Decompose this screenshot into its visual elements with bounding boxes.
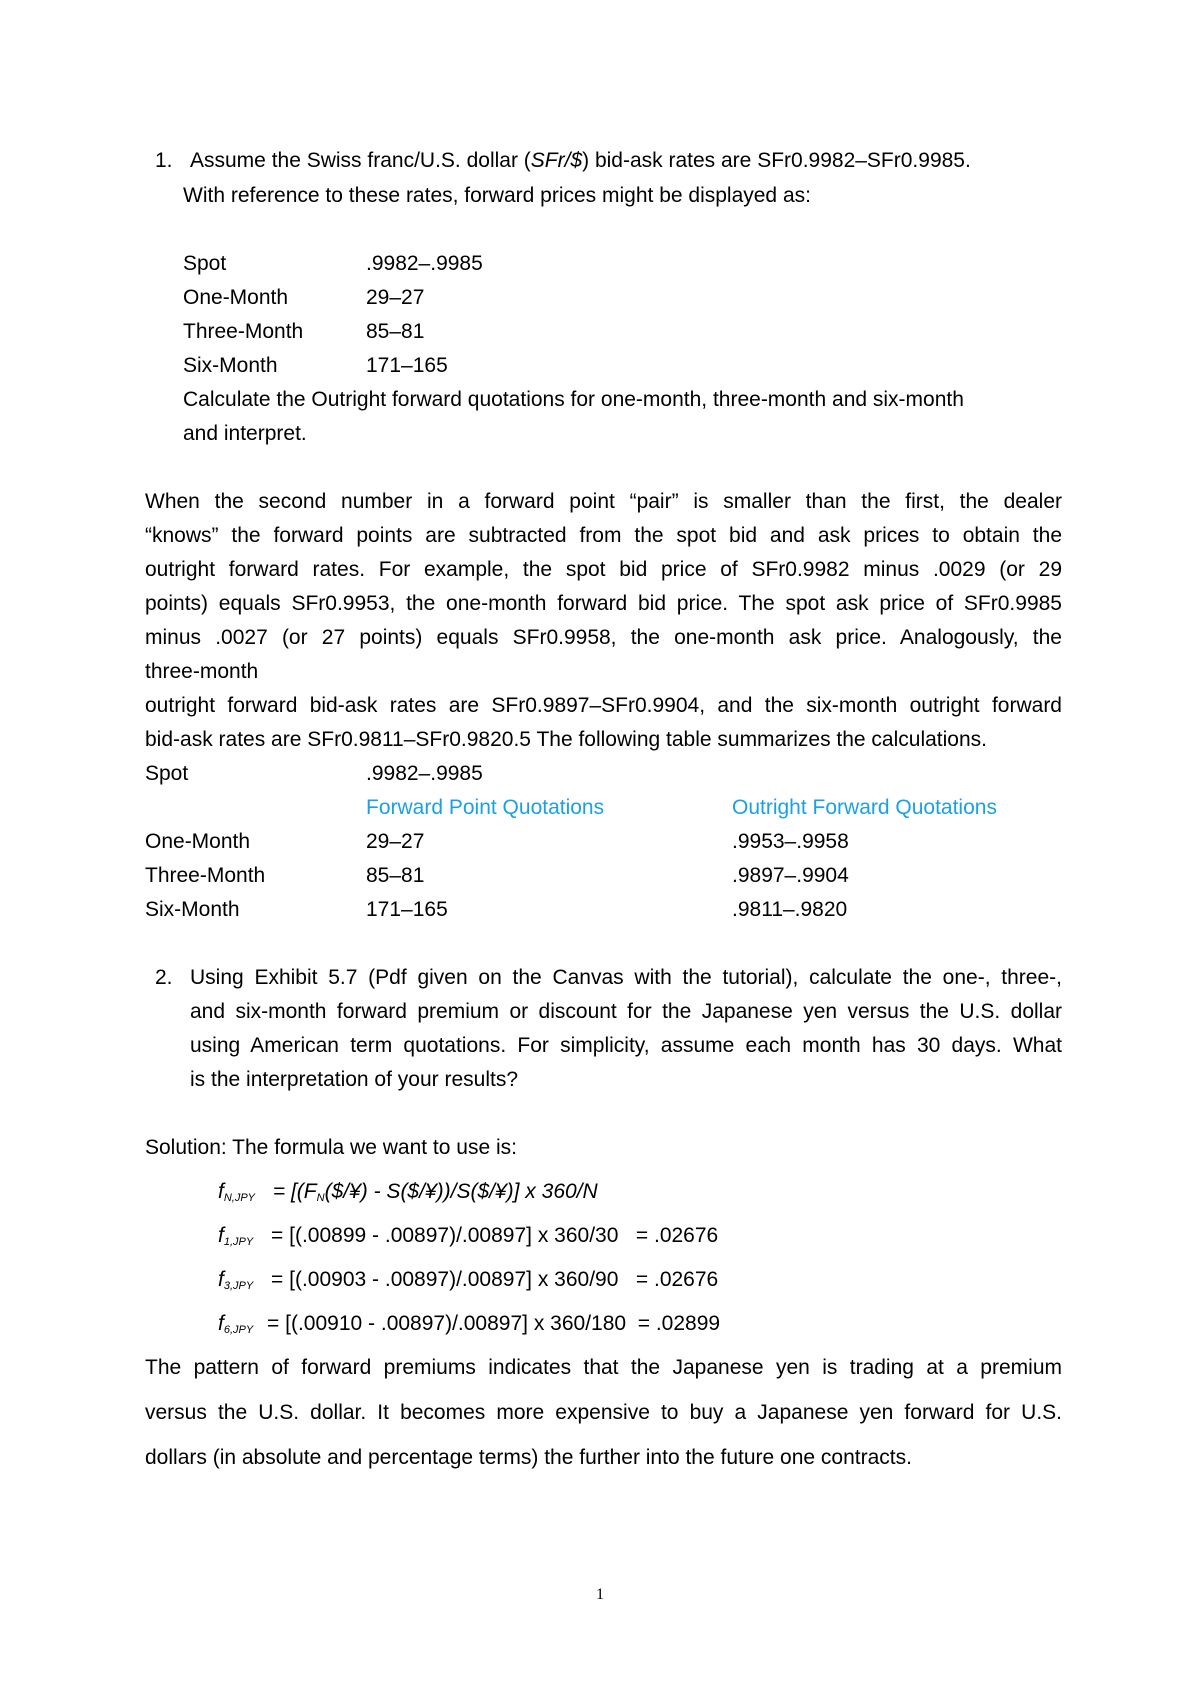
quote-value: 171–165 [366,354,448,377]
quote-label: Spot [183,252,227,275]
quote-label: One-Month [183,286,289,309]
formula-general: $f_{N,JPY}$ = [($F_N(\$/¥)$ - S($/¥))/S($/¥)] x 360/N [218,1180,598,1204]
conclusion-line: dollars (in absolute and percentage terms) the further into the future one contracts. [145,1446,912,1469]
answer1-line: outright forward bid-ask rates are SFr0.9897–SFr0.9904, and the six-month outright forward [145,694,1062,717]
formula-1m: $f_{1,JPY} = [(.00899 - .00897)/.00897]$ x 360/30 = .02676 [218,1224,719,1248]
table-row-outright: .9897–.9904 [732,864,849,887]
quote-label: Six-Month [183,354,278,377]
table-row-outright: .9811–.9820 [732,898,848,921]
table-row-label: One-Month [145,830,251,853]
solution-intro: Solution: The formula we want to use is: [145,1136,517,1159]
conclusion-line: The pattern of forward premiums indicates that the Japanese yen is trading at a premium [145,1356,1062,1379]
table-row-points: 171–165 [366,898,448,921]
table-row-label: Three-Month [145,864,266,887]
q2-number: 2. [155,966,173,989]
quote-value: 85–81 [366,320,425,343]
table-header-points: Forward Point Quotations [366,796,605,819]
quote-value: 29–27 [366,286,425,309]
answer1-line: minus .0027 (or 27 points) equals SFr0.9958, the one-month ask price. Analogously, the [145,626,1062,649]
answer1-line: bid-ask rates are SFr0.9811–SFr0.9820.5 The following table summarizes the calculations. [145,728,987,751]
answer1-line: “knows” the forward points are subtracted from the spot bid and ask prices to obtain the [145,524,1062,547]
q1-task-line2: and interpret. [183,422,307,445]
table-row-points: 85–81 [366,864,425,887]
table-spot-value: .9982–.9985 [366,762,483,785]
table-header-outright: Outright Forward Quotations [732,796,997,819]
q1-line2: With reference to these rates, forward prices might be displayed as: [183,184,811,207]
formula-3m: $f_{3,JPY} = [(.00903 - .00897)/.00897]$ x 360/90 = .02676 [218,1268,719,1292]
table-row-outright: .9953–.9958 [732,830,849,853]
q1-line1: Assume the Swiss franc/U.S. dollar (SFr/$) bid-ask rates are SFr0.9982–SFr0.9985. [190,149,971,172]
q1-task-line1: Calculate the Outright forward quotations for one-month, three-month and six-month [183,388,964,411]
answer1-line: three-month [145,660,259,683]
page-number: 1 [596,1586,604,1603]
answer1-line: When the second number in a forward point “pair” is smaller than the first, the dealer [145,490,1062,513]
table-row-label: Six-Month [145,898,240,921]
conclusion-line: versus the U.S. dollar. It becomes more expensive to buy a Japanese yen forward for U.S. [145,1401,1062,1424]
q2-line: and six-month forward premium or discount for the Japanese yen versus the U.S. dollar [190,1000,1062,1023]
q2-line: Using Exhibit 5.7 (Pdf given on the Canvas with the tutorial), calculate the one-, three-, [190,966,1062,989]
formula-6m: $f_{6,JPY} = [(.00910 - .00897)/.00897]$ x 360/180 = .02899 [218,1312,721,1336]
answer1-line: points) equals SFr0.9953, the one-month forward bid price. The spot ask price of SFr0.9985 [145,592,1062,615]
q2-line: is the interpretation of your results? [190,1068,519,1091]
answer1-line: outright forward rates. For example, the spot bid price of SFr0.9982 minus .0029 (or 29 [145,558,1062,581]
table-row-points: 29–27 [366,830,425,853]
table-spot-label: Spot [145,762,189,785]
q1-number: 1. [155,149,173,172]
quote-label: Three-Month [183,320,304,343]
q2-line: using American term quotations. For simplicity, assume each month has 30 days. What [190,1034,1062,1057]
quote-value: .9982–.9985 [366,252,483,275]
